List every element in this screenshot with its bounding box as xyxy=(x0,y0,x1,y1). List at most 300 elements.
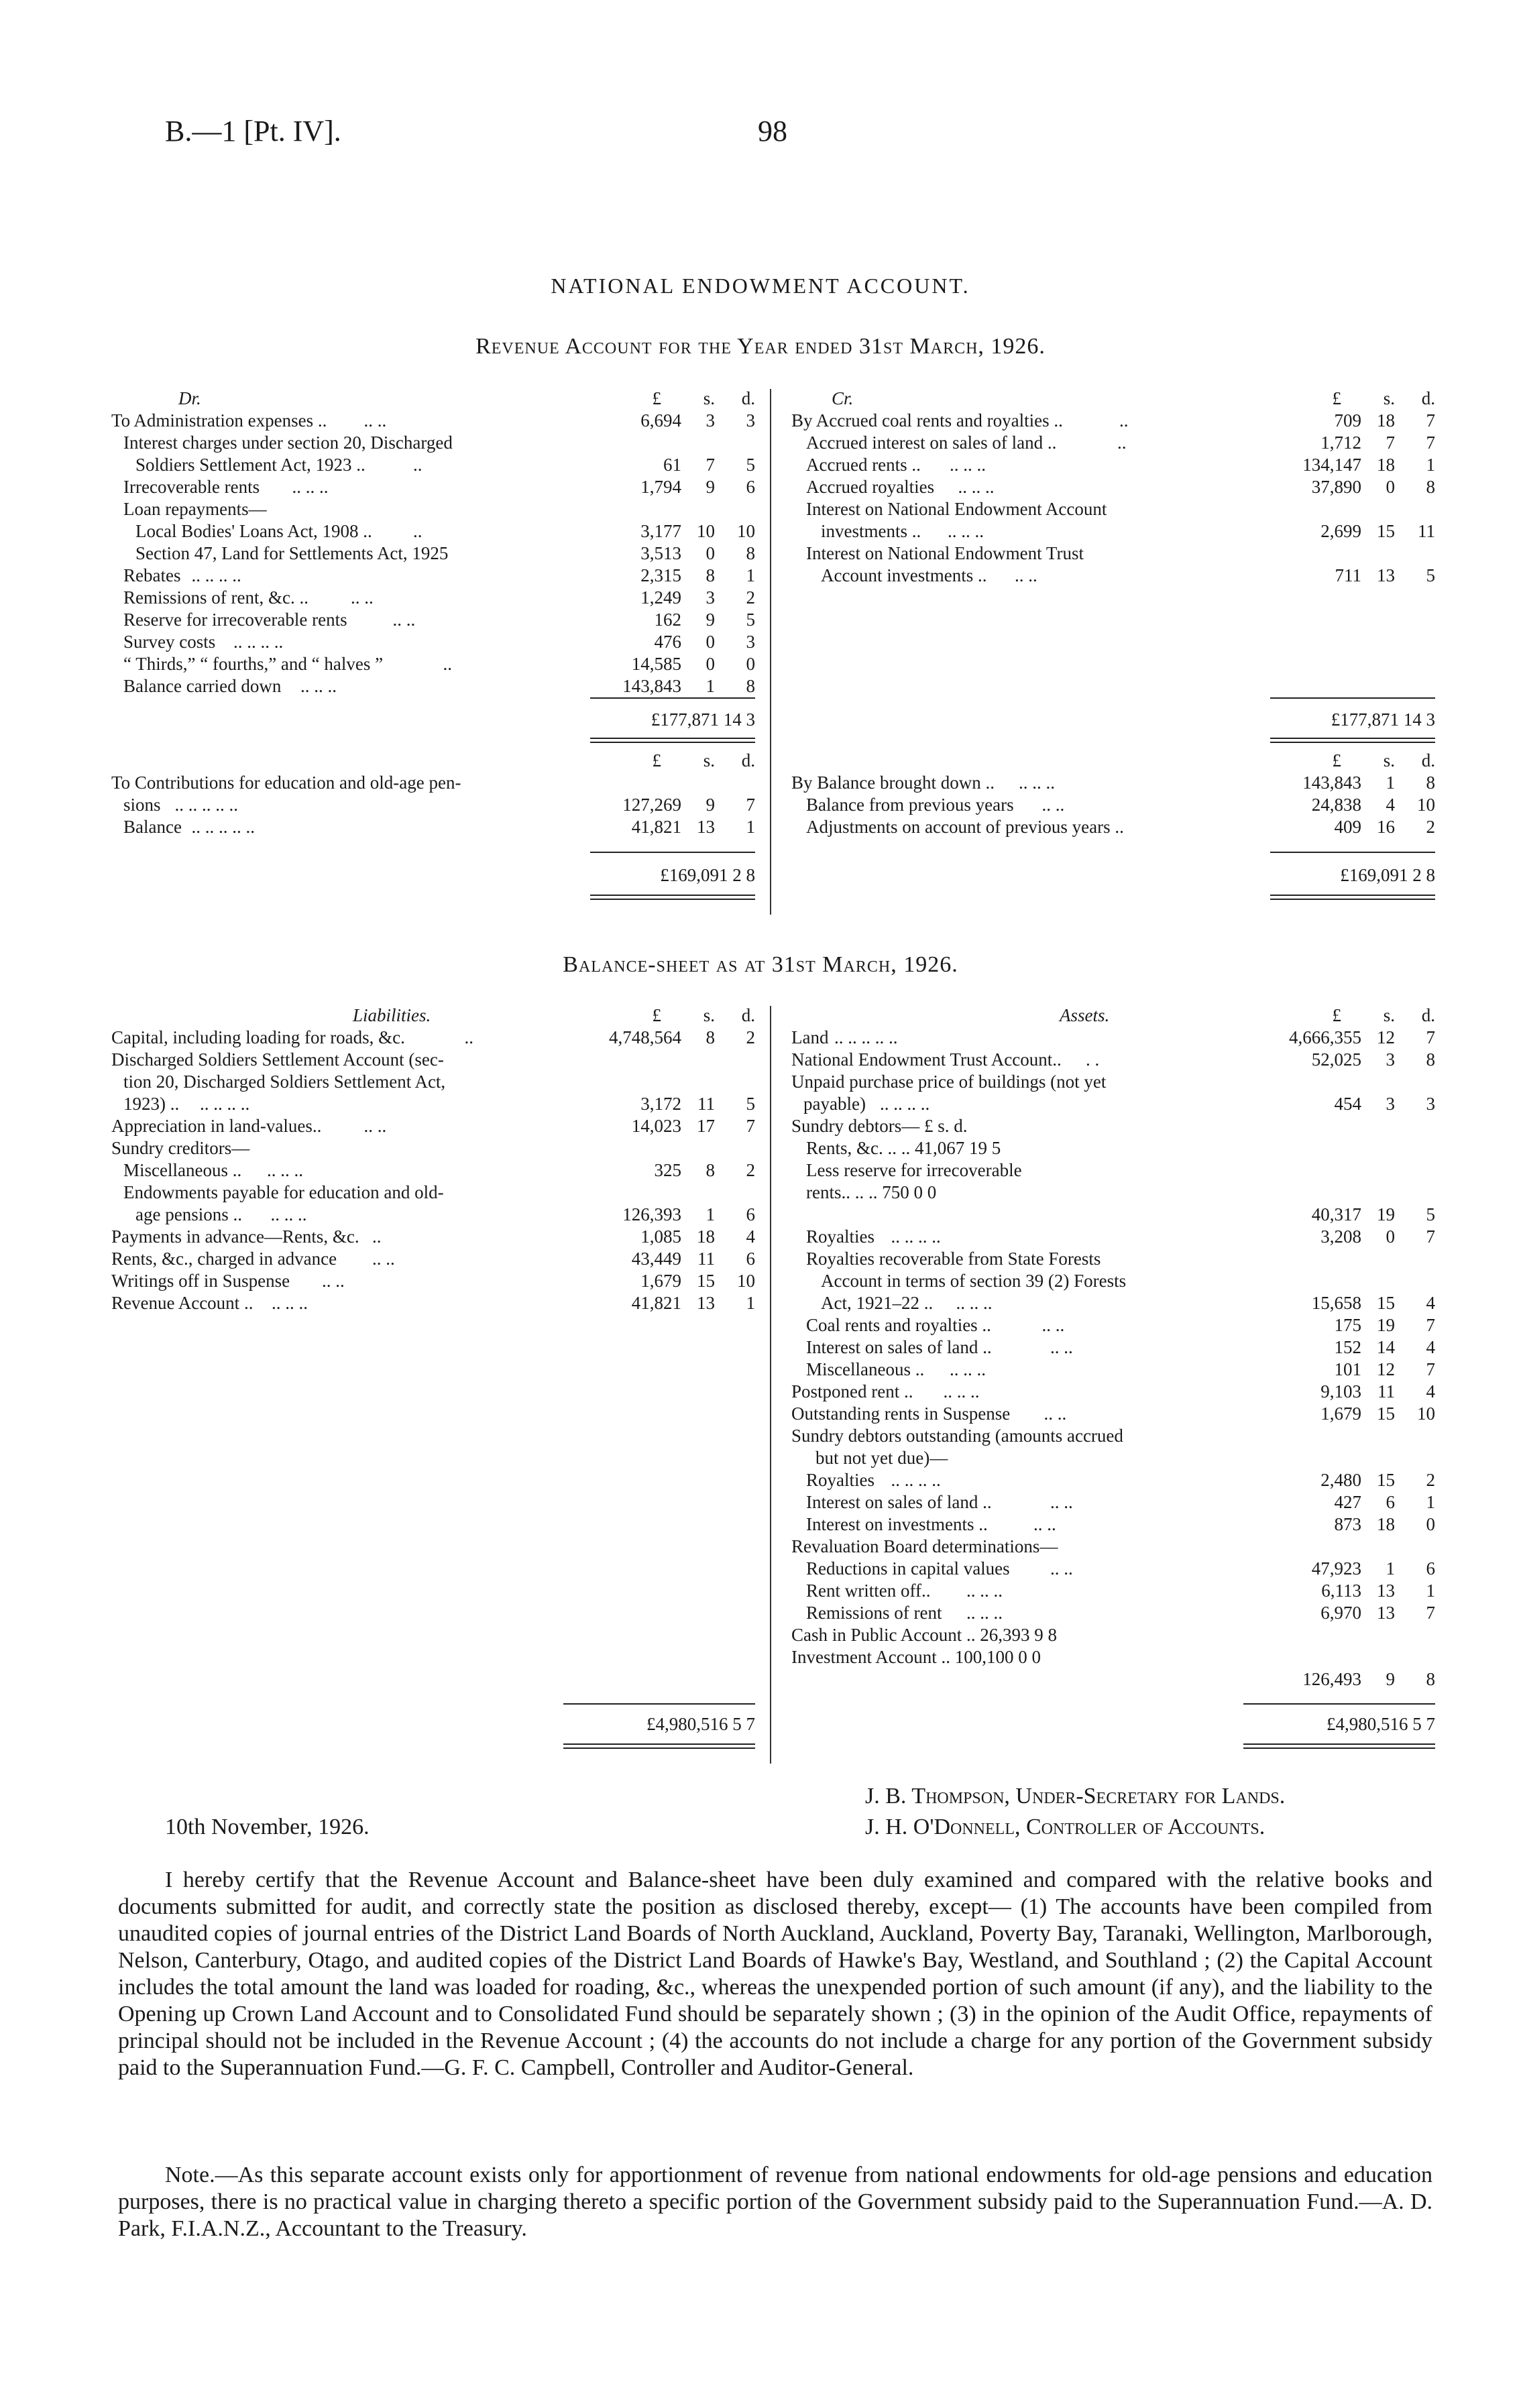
table-row xyxy=(791,794,1435,816)
row-pence: 8 xyxy=(1426,1669,1435,1689)
row-label: Accrued royalties xyxy=(806,477,935,497)
row-shillings: 15 xyxy=(1377,521,1395,541)
leader-dots: .. .. xyxy=(392,610,416,630)
table-row xyxy=(791,1624,1435,1646)
table-row xyxy=(111,1115,755,1137)
table-row xyxy=(791,1314,1435,1336)
row-shillings: 8 xyxy=(706,1027,715,1047)
row-pounds: 427 xyxy=(1334,1492,1361,1512)
leader-dots: .. .. .. .. xyxy=(880,1094,930,1114)
row-label: Sundry debtors outstanding (amounts accrued xyxy=(791,1426,1123,1446)
row-pence: 10 xyxy=(737,521,755,541)
row-pence: 3 xyxy=(746,410,755,431)
row-pounds: 6,113 xyxy=(1321,1581,1361,1601)
table-row xyxy=(791,1425,1435,1447)
pence-heading: d. xyxy=(741,1005,755,1025)
revenue-credit-side-2 xyxy=(791,750,1435,838)
row-pounds: 1,679 xyxy=(640,1271,681,1291)
credit-label: Cr. xyxy=(832,388,854,408)
leader-dots: .. .. xyxy=(1041,1315,1065,1335)
row-pounds: 2,315 xyxy=(640,565,681,585)
row-pence: 7 xyxy=(1426,1359,1435,1379)
row-label: Interest on sales of land .. xyxy=(806,1337,992,1357)
row-pence: 7 xyxy=(1426,1603,1435,1623)
leader-dots: .. .. .. xyxy=(300,676,337,696)
row-pounds: 873 xyxy=(1334,1514,1361,1534)
row-shillings: 12 xyxy=(1377,1027,1395,1047)
row-pence: 3 xyxy=(746,632,755,652)
row-pounds: 143,843 xyxy=(622,676,681,696)
row-label: Endowments payable for education and old- xyxy=(123,1182,444,1202)
table-row xyxy=(111,1182,755,1204)
row-shillings: 15 xyxy=(697,1271,715,1291)
leader-dots: .. .. .. xyxy=(292,477,329,497)
table-row xyxy=(111,520,755,542)
column-heading-row xyxy=(791,750,1435,772)
row-shillings: 11 xyxy=(697,1094,715,1114)
row-pounds: 61 xyxy=(663,455,681,475)
table-row xyxy=(111,794,755,816)
row-label: Loan repayments— xyxy=(123,499,267,519)
leader-dots: .. xyxy=(1117,433,1127,453)
table-row xyxy=(791,1668,1435,1690)
row-label: tion 20, Discharged Soldiers Settlement Act, xyxy=(123,1072,446,1092)
row-shillings: 9 xyxy=(1386,1669,1395,1689)
row-pounds: 1,679 xyxy=(1320,1403,1361,1424)
row-shillings: 1 xyxy=(1386,772,1395,793)
table-row xyxy=(791,1359,1435,1381)
row-pence: 2 xyxy=(746,587,755,608)
row-pounds: 175 xyxy=(1334,1315,1361,1335)
row-shillings: 19 xyxy=(1377,1204,1395,1224)
row-pounds: 2,699 xyxy=(1320,521,1361,541)
row-shillings: 16 xyxy=(1377,817,1395,837)
table-row xyxy=(791,1558,1435,1580)
table-row xyxy=(111,772,755,794)
table-row xyxy=(791,1226,1435,1248)
shilling-heading: s. xyxy=(703,750,715,770)
pence-heading: d. xyxy=(1421,388,1435,408)
leader-dots: .. xyxy=(372,1226,382,1247)
row-shillings: 13 xyxy=(1377,1581,1395,1601)
table-row xyxy=(791,410,1435,432)
row-label: Cash in Public Account .. 26,393 9 8 xyxy=(791,1625,1057,1645)
shilling-heading: s. xyxy=(1383,1005,1395,1025)
row-pence: 11 xyxy=(1418,521,1435,541)
table-row xyxy=(111,565,755,587)
leader-dots: .. .. .. xyxy=(956,1293,993,1313)
row-label: Reserve for irrecoverable rents xyxy=(123,610,347,630)
table-row xyxy=(111,816,755,838)
row-label: Survey costs xyxy=(123,632,216,652)
total-rule xyxy=(1270,697,1435,699)
row-pence: 2 xyxy=(1426,1470,1435,1490)
assets-total: £4,980,516 5 7 xyxy=(1327,1714,1435,1734)
row-pounds: 126,493 xyxy=(1302,1669,1361,1689)
row-label: Royalties recoverable from State Forests xyxy=(806,1249,1101,1269)
balance-column-divider xyxy=(770,1006,771,1764)
leader-dots: .. .. xyxy=(1033,1514,1056,1534)
leader-dots: .. .. xyxy=(1050,1337,1073,1357)
row-pence: 5 xyxy=(1426,1204,1435,1224)
shilling-heading: s. xyxy=(1383,388,1395,408)
row-pence: 4 xyxy=(746,1226,755,1247)
liabilities-label: Liabilities. xyxy=(353,1005,431,1025)
row-pence: 4 xyxy=(1426,1337,1435,1357)
revenue-debit-total-2: £169,091 2 8 xyxy=(660,865,755,885)
row-pence: 7 xyxy=(1426,1027,1435,1047)
leader-dots: .. .. xyxy=(1041,795,1065,815)
leader-dots: .. .. .. xyxy=(948,521,984,541)
row-pence: 1 xyxy=(746,1293,755,1313)
row-label: Royalties xyxy=(806,1470,875,1490)
leader-dots: .. xyxy=(413,521,422,541)
row-label: Account investments .. xyxy=(821,565,987,585)
row-pounds: 4,666,355 xyxy=(1289,1027,1361,1047)
table-row xyxy=(791,1447,1435,1469)
leader-dots: .. .. .. xyxy=(958,477,995,497)
row-label: Irrecoverable rents xyxy=(123,477,260,497)
leader-dots: .. .. xyxy=(1044,1403,1067,1424)
row-shillings: 6 xyxy=(1386,1492,1395,1512)
total-double-rule xyxy=(1243,1743,1435,1749)
row-pounds: 15,658 xyxy=(1311,1293,1361,1313)
row-shillings: 7 xyxy=(706,455,715,475)
row-label: Writings off in Suspense xyxy=(111,1271,290,1291)
treasury-note: Note.—As this separate account exists only for apportionment of revenue from national endowments for old-age pensions and education purposes, there is no practical value in charging thereto a specific portion of the Government subsidy paid to the Superannuation Fund.—A. D. Park, F.I.A.N.Z., Accountant to the Treasury. xyxy=(118,2163,1432,2241)
revenue-debit-total: £177,871 14 3 xyxy=(651,709,755,730)
pence-heading: d. xyxy=(1421,750,1435,770)
table-row xyxy=(791,1403,1435,1425)
row-shillings: 18 xyxy=(1377,1514,1395,1534)
row-pence: 6 xyxy=(1426,1558,1435,1579)
leader-dots: .. .. .. .. xyxy=(191,565,241,585)
leader-dots: .. .. xyxy=(1015,565,1037,585)
row-label: Rents, &c., charged in advance xyxy=(111,1249,337,1269)
row-shillings: 15 xyxy=(1377,1293,1395,1313)
row-shillings: 15 xyxy=(1377,1470,1395,1490)
column-heading-row xyxy=(111,1005,755,1027)
revenue-credit-total-2: £169,091 2 8 xyxy=(1340,865,1435,885)
row-label: Balance carried down xyxy=(123,676,282,696)
total-rule xyxy=(563,1703,755,1705)
table-row xyxy=(791,1115,1435,1137)
table-row xyxy=(111,454,755,476)
table-row xyxy=(111,1049,755,1071)
assets-side xyxy=(791,1005,1435,1690)
table-row xyxy=(791,816,1435,838)
row-pence: 7 xyxy=(746,1116,755,1136)
row-pounds: 14,585 xyxy=(631,654,681,674)
revenue-credit-total: £177,871 14 3 xyxy=(1331,709,1435,730)
revenue-account-title: Revenue Account for the Year ended 31st March, 1926. xyxy=(475,334,1046,359)
row-pounds: 127,269 xyxy=(622,795,681,815)
row-pence: 8 xyxy=(1426,1049,1435,1070)
row-pounds: 3,513 xyxy=(640,543,681,563)
row-shillings: 15 xyxy=(1377,1403,1395,1424)
table-row xyxy=(111,1226,755,1248)
row-pence: 6 xyxy=(746,477,755,497)
table-row xyxy=(791,1469,1435,1491)
row-label: Remissions of rent, &c. .. xyxy=(123,587,308,608)
total-rule xyxy=(1270,852,1435,853)
table-row xyxy=(111,1270,755,1292)
row-shillings: 0 xyxy=(1386,477,1395,497)
row-pounds: 711 xyxy=(1335,565,1361,585)
row-pounds: 40,317 xyxy=(1311,1204,1361,1224)
table-row xyxy=(111,1159,755,1182)
row-pounds: 2,480 xyxy=(1320,1470,1361,1490)
row-label: Land xyxy=(791,1027,829,1047)
pound-heading: £ xyxy=(1332,1005,1341,1025)
row-label: age pensions .. xyxy=(135,1204,242,1224)
row-shillings: 4 xyxy=(1386,795,1395,815)
leader-dots: .. .. .. .. .. xyxy=(191,817,255,837)
leader-dots: .. .. .. xyxy=(272,1293,308,1313)
table-row xyxy=(791,1093,1435,1115)
row-label: rents.. .. .. 750 0 0 xyxy=(806,1182,937,1202)
row-shillings: 9 xyxy=(706,477,715,497)
table-row xyxy=(111,498,755,520)
row-pounds: 41,821 xyxy=(631,1293,681,1313)
row-pence: 2 xyxy=(1426,817,1435,837)
table-row xyxy=(111,1027,755,1049)
table-row xyxy=(791,1027,1435,1049)
row-pence: 5 xyxy=(746,1094,755,1114)
row-pounds: 325 xyxy=(654,1160,681,1180)
row-pounds: 143,843 xyxy=(1302,772,1361,793)
row-label: Appreciation in land-values.. xyxy=(111,1116,322,1136)
row-pounds: 1,712 xyxy=(1320,433,1361,453)
row-pounds: 409 xyxy=(1334,817,1361,837)
row-pence: 7 xyxy=(1426,433,1435,453)
row-pence: 1 xyxy=(1426,1492,1435,1512)
revenue-credit-side xyxy=(791,388,1435,587)
leader-dots: .. xyxy=(443,654,452,674)
leader-dots: .. xyxy=(1119,410,1129,431)
table-row xyxy=(791,1270,1435,1292)
row-pence: 10 xyxy=(737,1271,755,1291)
row-label: Royalties xyxy=(806,1226,875,1247)
row-shillings: 12 xyxy=(1377,1359,1395,1379)
row-label: Interest on investments .. xyxy=(806,1514,988,1534)
table-row xyxy=(791,1602,1435,1624)
leader-dots: .. .. xyxy=(1050,1558,1073,1579)
row-label: “ Thirds,” “ fourths,” and “ halves ” xyxy=(123,654,384,674)
signature-odonnell: J. H. O'Donnell, Controller of Accounts. xyxy=(865,1815,1265,1839)
pound-heading: £ xyxy=(652,1005,661,1025)
table-row xyxy=(111,1137,755,1159)
total-double-rule xyxy=(563,1743,755,1749)
row-shillings: 3 xyxy=(1386,1049,1395,1070)
pound-heading: £ xyxy=(652,388,661,408)
table-row xyxy=(111,410,755,432)
row-label: 1923) .. xyxy=(123,1094,180,1114)
leader-dots: .. .. xyxy=(363,410,387,431)
row-shillings: 18 xyxy=(1377,410,1395,431)
table-row xyxy=(791,1292,1435,1314)
row-label: Reductions in capital values xyxy=(806,1558,1010,1579)
pound-heading: £ xyxy=(652,750,661,770)
row-pence: 7 xyxy=(746,795,755,815)
row-pence: 0 xyxy=(746,654,755,674)
row-shillings: 8 xyxy=(706,565,715,585)
table-row xyxy=(111,1204,755,1226)
row-pence: 1 xyxy=(1426,455,1435,475)
total-rule xyxy=(590,852,755,853)
row-shillings: 11 xyxy=(1377,1381,1395,1401)
balance-sheet-title: Balance-sheet as at 31st March, 1926. xyxy=(563,952,958,977)
row-label: To Administration expenses .. xyxy=(111,410,327,431)
row-pence: 8 xyxy=(746,676,755,696)
row-pounds: 1,794 xyxy=(640,477,681,497)
leader-dots: . . xyxy=(1086,1049,1100,1070)
row-shillings: 1 xyxy=(1386,1558,1395,1579)
row-pounds: 1,085 xyxy=(640,1226,681,1247)
row-pence: 3 xyxy=(1426,1094,1435,1114)
row-pence: 1 xyxy=(746,565,755,585)
revenue-debit-side-2 xyxy=(111,750,755,838)
table-row xyxy=(111,653,755,675)
row-pounds: 3,177 xyxy=(640,521,681,541)
row-label: Rent written off.. xyxy=(806,1581,931,1601)
table-row xyxy=(791,1381,1435,1403)
row-label: Balance from previous years xyxy=(806,795,1014,815)
row-shillings: 14 xyxy=(1377,1337,1395,1357)
column-heading-row xyxy=(791,1005,1435,1027)
debit-label: Dr. xyxy=(178,388,201,408)
row-shillings: 1 xyxy=(706,1204,715,1224)
table-row xyxy=(791,1491,1435,1513)
row-pence: 4 xyxy=(1426,1381,1435,1401)
table-row xyxy=(791,1580,1435,1602)
row-pence: 4 xyxy=(1426,1293,1435,1313)
table-row xyxy=(111,609,755,631)
row-label: Interest on National Endowment Account xyxy=(806,499,1107,519)
row-pounds: 101 xyxy=(1334,1359,1361,1379)
leader-dots: .. .. .. xyxy=(950,1359,986,1379)
table-row xyxy=(791,1049,1435,1071)
row-label: Rents, &c. .. .. 41,067 19 5 xyxy=(806,1138,1001,1158)
row-pence: 5 xyxy=(746,610,755,630)
shilling-heading: s. xyxy=(1383,750,1395,770)
leader-dots: .. .. .. .. xyxy=(891,1226,941,1247)
row-pence: 5 xyxy=(746,455,755,475)
row-label: Act, 1921–22 .. xyxy=(821,1293,934,1313)
row-shillings: 7 xyxy=(1386,433,1395,453)
row-label: Payments in advance—Rents, &c. xyxy=(111,1226,359,1247)
table-row xyxy=(111,1292,755,1314)
row-label: Outstanding rents in Suspense xyxy=(791,1403,1011,1424)
table-row xyxy=(111,542,755,565)
row-pence: 7 xyxy=(1426,410,1435,431)
table-row xyxy=(791,1204,1435,1226)
row-pounds: 126,393 xyxy=(622,1204,681,1224)
row-label: Sundry creditors— xyxy=(111,1138,250,1158)
table-row xyxy=(111,631,755,653)
row-label: Postponed rent .. xyxy=(791,1381,913,1401)
leader-dots: .. xyxy=(464,1027,473,1047)
row-shillings: 1 xyxy=(706,676,715,696)
leader-dots: .. .. xyxy=(322,1271,345,1291)
leader-dots: .. .. .. xyxy=(950,455,986,475)
shilling-heading: s. xyxy=(703,388,715,408)
table-row xyxy=(791,1159,1435,1182)
row-label: Interest on National Endowment Trust xyxy=(806,543,1084,563)
leader-dots: .. .. xyxy=(351,587,374,608)
row-pounds: 4,748,564 xyxy=(609,1027,681,1047)
table-row xyxy=(791,520,1435,542)
row-label: Miscellaneous .. xyxy=(123,1160,242,1180)
leader-dots: .. .. xyxy=(372,1249,395,1269)
row-pounds: 6,694 xyxy=(640,410,681,431)
row-label: National Endowment Trust Account.. xyxy=(791,1049,1062,1070)
row-pounds: 9,103 xyxy=(1320,1381,1361,1401)
row-pounds: 709 xyxy=(1334,410,1361,431)
table-row xyxy=(111,1093,755,1115)
table-row xyxy=(791,565,1435,587)
row-pence: 8 xyxy=(1426,477,1435,497)
row-pence: 7 xyxy=(1426,1226,1435,1247)
revenue-debit-side xyxy=(111,388,755,697)
row-label: investments .. xyxy=(821,521,921,541)
liabilities-side xyxy=(111,1005,755,1314)
table-row xyxy=(111,476,755,498)
total-double-rule xyxy=(590,738,755,743)
row-pence: 10 xyxy=(1417,1403,1435,1424)
leader-dots: .. .. .. xyxy=(966,1603,1003,1623)
row-pence: 8 xyxy=(746,543,755,563)
column-heading-row xyxy=(791,388,1435,410)
row-label: Revaluation Board determinations— xyxy=(791,1536,1058,1556)
row-pounds: 43,449 xyxy=(631,1249,681,1269)
table-row xyxy=(111,432,755,454)
row-pounds: 52,025 xyxy=(1311,1049,1361,1070)
table-row xyxy=(791,1336,1435,1359)
row-label: Section 47, Land for Settlements Act, 1925 xyxy=(135,543,449,563)
row-label: Less reserve for irrecoverable xyxy=(806,1160,1022,1180)
total-rule xyxy=(1243,1703,1435,1705)
row-pence: 8 xyxy=(1426,772,1435,793)
row-shillings: 9 xyxy=(706,795,715,815)
total-double-rule xyxy=(1270,895,1435,900)
row-label: Remissions of rent xyxy=(806,1603,942,1623)
row-label: Revenue Account .. xyxy=(111,1293,253,1313)
row-shillings: 13 xyxy=(697,817,715,837)
leader-dots: .. .. .. xyxy=(966,1581,1003,1601)
row-pounds: 24,838 xyxy=(1311,795,1361,815)
row-pence: 1 xyxy=(746,817,755,837)
column-heading-row xyxy=(111,750,755,772)
total-rule xyxy=(590,697,755,699)
row-shillings: 13 xyxy=(697,1293,715,1313)
row-label: Miscellaneous .. xyxy=(806,1359,925,1379)
total-double-rule xyxy=(590,895,755,900)
pence-heading: d. xyxy=(741,750,755,770)
table-row xyxy=(791,1646,1435,1668)
revenue-column-divider xyxy=(770,389,771,915)
row-label: Local Bodies' Loans Act, 1908 .. xyxy=(135,521,372,541)
table-row xyxy=(111,587,755,609)
row-label: Coal rents and royalties .. xyxy=(806,1315,991,1335)
row-label: Discharged Soldiers Settlement Account (sec- xyxy=(111,1049,444,1070)
row-pounds: 134,147 xyxy=(1302,455,1361,475)
table-row xyxy=(111,1071,755,1093)
pound-heading: £ xyxy=(1332,388,1341,408)
pence-heading: d. xyxy=(1421,1005,1435,1025)
row-label: Sundry debtors— £ s. d. xyxy=(791,1116,968,1136)
row-label: Adjustments on account of previous years .. xyxy=(806,817,1124,837)
